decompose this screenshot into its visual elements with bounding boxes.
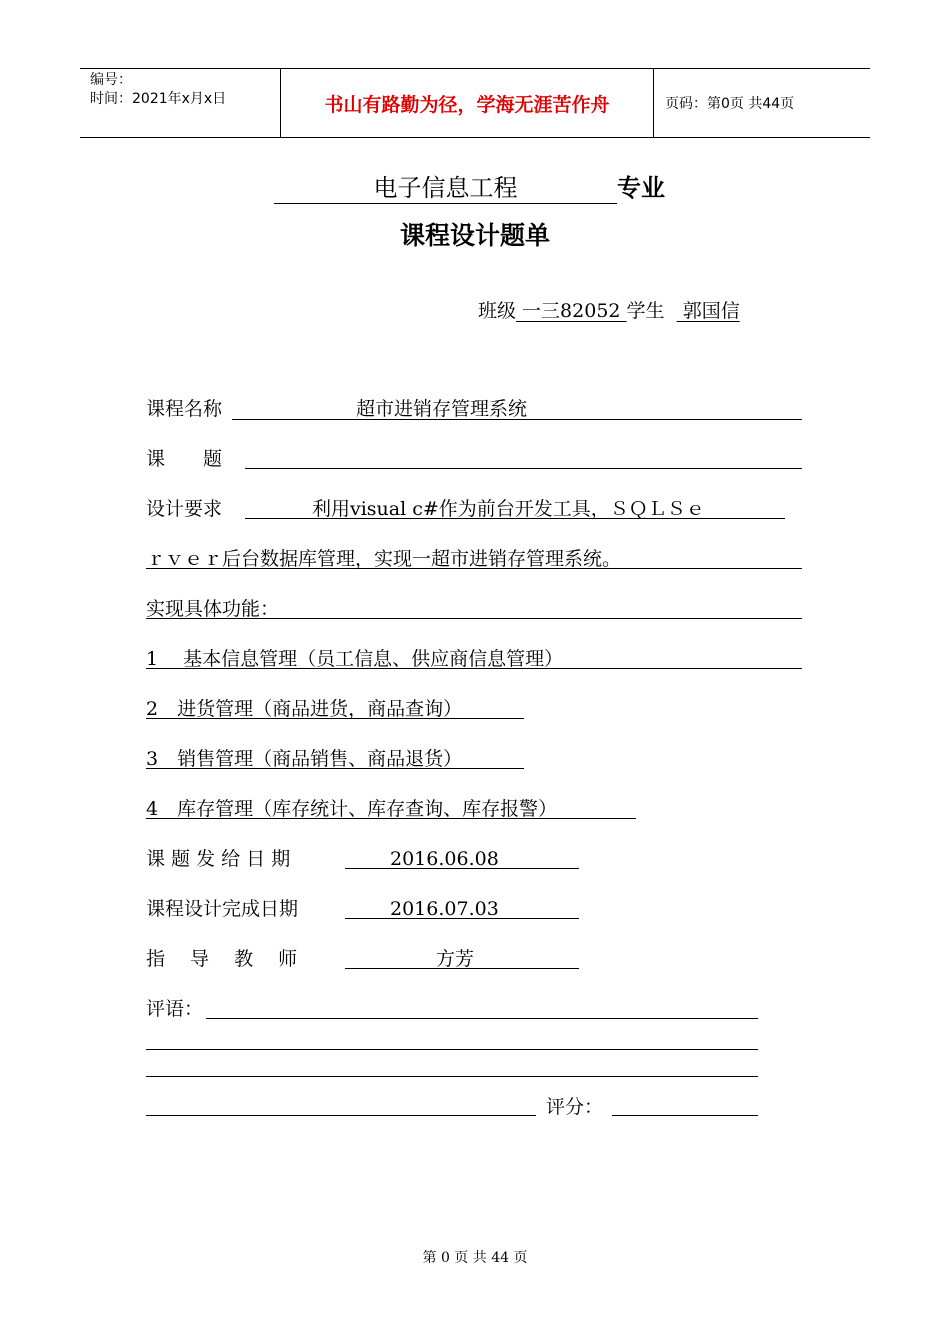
function-item-text: 3 销售管理（商品销售、商品退货）: [146, 748, 463, 770]
function-label: 实现具体功能：: [146, 598, 280, 620]
number-label: 编号：: [90, 72, 132, 88]
score-underline: [612, 1115, 758, 1116]
topic-label: 课 题: [146, 448, 223, 470]
topic-row: [146, 446, 222, 472]
finish-date-value: 2016.07.03: [390, 898, 499, 920]
requirement-underline-1: [245, 518, 785, 519]
class-value: 一三82052: [516, 300, 627, 322]
comment-line: [146, 1076, 758, 1077]
major-name: 电子信息工程: [274, 168, 617, 204]
issue-date-underline: [345, 868, 579, 869]
requirement-row: [146, 496, 705, 522]
finish-date-label: 课程设计完成日期: [146, 898, 299, 920]
issue-date-row: [146, 846, 499, 872]
header-page-info: 页码：第0页 共44页: [665, 96, 795, 112]
comment-line: [206, 1018, 758, 1019]
student-value: 郭国信: [676, 300, 740, 322]
finish-date-underline: [345, 918, 579, 919]
score-label: 评分：: [546, 1096, 604, 1118]
score-row: [546, 1094, 603, 1120]
student-label: 学生: [626, 300, 665, 322]
page-title: 课程设计题单: [399, 221, 550, 250]
comment-line: [146, 1115, 536, 1116]
major-line: [274, 168, 665, 204]
teacher-underline: [345, 968, 579, 969]
comment-row: [146, 996, 203, 1022]
function-item-text: 1 基本信息管理（员工信息、供应商信息管理）: [146, 648, 564, 670]
issue-date-label: 课 题 发 给 日 期: [146, 848, 291, 870]
function-label-underline: [146, 618, 802, 619]
header-motto: 书山有路勤为径，学海无涯苦作舟: [281, 69, 654, 137]
teacher-label: 指 导 教 师: [146, 948, 298, 970]
function-item-text: 4 库存管理（库存统计、库存查询、库存报警）: [146, 798, 558, 820]
issue-date-value: 2016.06.08: [390, 848, 499, 870]
course-name-value: 超市进销存管理系统: [356, 398, 528, 420]
header-meta: [80, 69, 281, 137]
course-name-underline: [232, 419, 802, 420]
function-item-underline: [146, 818, 636, 819]
course-name-row: [146, 396, 528, 422]
time-label: 时间：2021年x月x日: [90, 91, 227, 107]
major-suffix: 专业: [617, 173, 665, 202]
requirement-underline-2: [146, 568, 802, 569]
function-item-underline: [146, 668, 802, 669]
course-name-label: 课程名称: [146, 398, 223, 420]
footer-page-number: 第 0 页 共 44 页: [422, 1250, 528, 1266]
teacher-value: 方芳: [436, 948, 475, 970]
function-item-underline: [146, 718, 524, 719]
function-item-underline: [146, 768, 524, 769]
class-student-line: [478, 296, 740, 323]
comment-label: 评语：: [146, 998, 204, 1020]
class-label: 班级: [478, 300, 517, 322]
finish-date-row: [146, 896, 499, 922]
header-table: [80, 68, 870, 138]
teacher-row: [146, 946, 475, 972]
requirement-line-2: ｒｖｅｒ后台数据库管理，实现一超市进销存管理系统。: [146, 548, 622, 570]
comment-line: [146, 1049, 758, 1050]
requirement-label: 设计要求: [146, 498, 223, 520]
function-item-text: 2 进货管理（商品进货，商品查询）: [146, 698, 463, 720]
requirement-line-1: 利用visual c#作为前台开发工具，ＳＱＬＳｅ: [312, 498, 705, 520]
topic-underline: [245, 468, 802, 469]
